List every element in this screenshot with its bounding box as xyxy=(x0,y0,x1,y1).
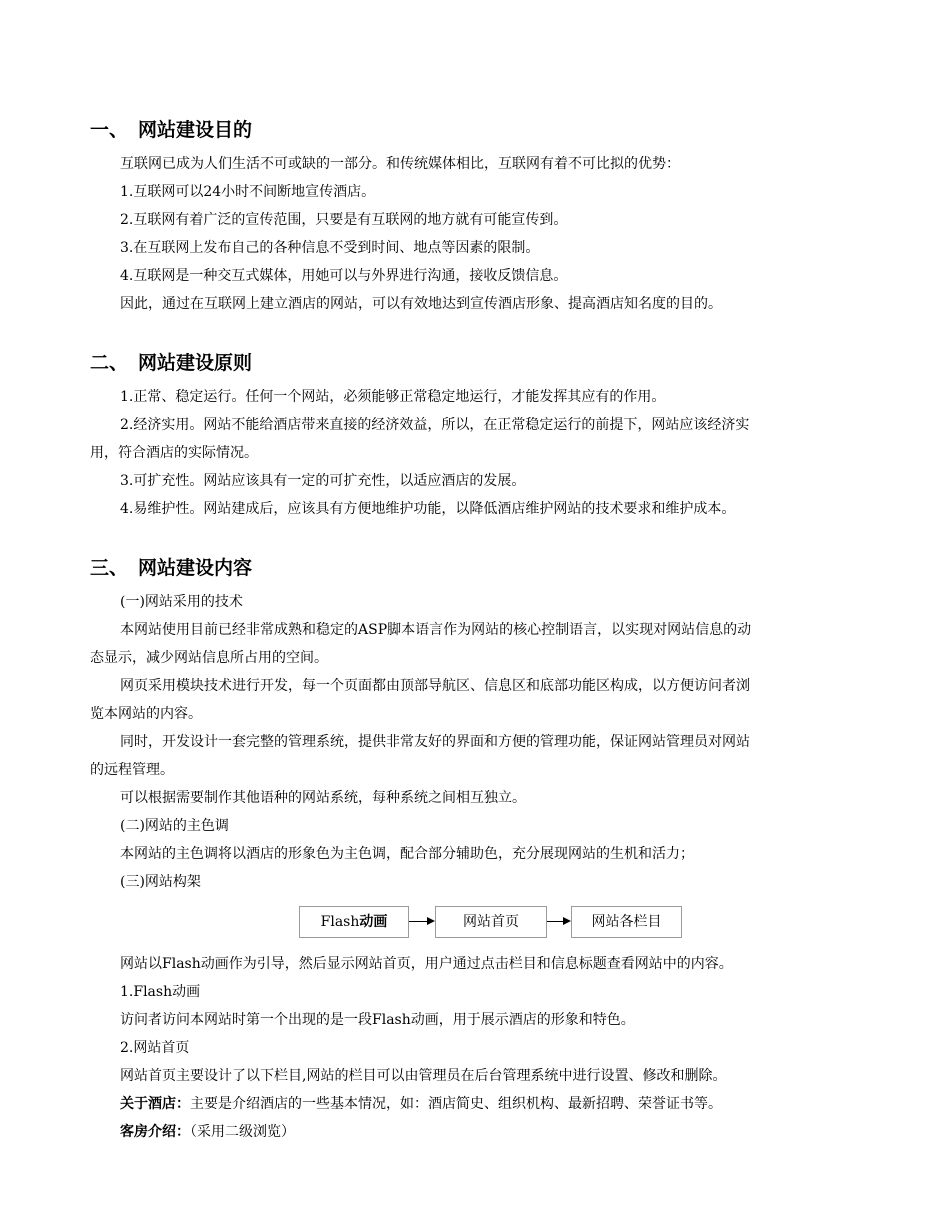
flow-box-homepage-label: 网站首页 xyxy=(463,914,519,930)
subsection-title: (三)网站构架 xyxy=(120,874,201,890)
subsection-title: (二)网站的主色调 xyxy=(120,818,229,834)
paragraph-line xyxy=(120,1122,295,1142)
section-heading-purpose xyxy=(90,117,252,143)
list-item: 2.经济实用。网站不能给酒店带来直接的经济效益，所以，在正常稳定运行的前提下，网站应该经济实 xyxy=(120,417,750,433)
section-heading-principles xyxy=(90,350,252,376)
flow-arrow xyxy=(409,921,428,922)
paragraph-line xyxy=(120,1094,722,1114)
paragraph-line: 网站以Flash动画作为引导，然后显示网站首页，用户通过点击栏目和信息标题查看网站中的内容。 xyxy=(120,956,733,972)
flow-box-homepage xyxy=(435,906,547,938)
section-heading-content xyxy=(90,555,252,581)
section-title: 网站建设目的 xyxy=(138,119,253,141)
section-number: 二、 xyxy=(90,352,129,374)
list-item: 4.易维护性。网站建成后，应该具有方便地维护功能，以降低酒店维护网站的技术要求和维护成本。 xyxy=(120,501,736,517)
flow-box-sections-label: 网站各栏目 xyxy=(591,914,662,930)
section-number: 三、 xyxy=(90,557,129,579)
subsection-title: 2.网站首页 xyxy=(120,1040,190,1056)
list-item: 1.互联网可以24小时不间断地宣传酒店。 xyxy=(120,184,376,200)
arrow-right-icon xyxy=(563,917,571,925)
rooms-text: （采用二级浏览） xyxy=(190,1124,295,1140)
paragraph-line: 的远程管理。 xyxy=(90,762,174,778)
paragraph-line: 互联网已成为人们生活不可或缺的一部分。和传统媒体相比，互联网有着不可比拟的优势： xyxy=(120,156,680,172)
about-hotel-label: 关于酒店： xyxy=(120,1096,190,1112)
paragraph-line: 同时，开发设计一套完整的管理系统，提供非常友好的界面和方便的管理功能，保证网站管理员对网站 xyxy=(120,734,750,750)
flow-box-flash xyxy=(299,906,409,938)
paragraph-line: 访问者访问本网站时第一个出现的是一段Flash动画，用于展示酒店的形象和特色。 xyxy=(120,1012,635,1028)
list-item-continuation: 用，符合酒店的实际情况。 xyxy=(90,445,258,461)
section-title: 网站建设内容 xyxy=(138,557,253,579)
paragraph-line: 因此，通过在互联网上建立酒店的网站，可以有效地达到宣传酒店形象、提高酒店知名度的目的。 xyxy=(120,296,722,312)
subsection-title: (一)网站采用的技术 xyxy=(120,594,243,610)
flow-box-sections xyxy=(571,906,682,938)
section-number: 一、 xyxy=(90,119,129,141)
arrow-right-icon xyxy=(427,917,435,925)
section-title: 网站建设原则 xyxy=(138,352,253,374)
paragraph-line: 本网站的主色调将以酒店的形象色为主色调，配合部分辅助色，充分展现网站的生机和活力； xyxy=(120,846,694,862)
rooms-label: 客房介绍： xyxy=(120,1124,190,1140)
flow-arrow xyxy=(547,921,564,922)
paragraph-line: 本网站使用目前已经非常成熟和稳定的ASP脚本语言作为网站的核心控制语言，以实现对网站信息的动 xyxy=(120,622,752,638)
about-hotel-text: 主要是介绍酒店的一些基本情况，如：酒店简史、组织机构、最新招聘、荣誉证书等。 xyxy=(190,1096,722,1112)
list-item: 3.在互联网上发布自己的各种信息不受到时间、地点等因素的限制。 xyxy=(120,240,540,256)
paragraph-line: 网页采用模块技术进行开发，每一个页面都由顶部导航区、信息区和底部功能区构成，以方便访问者浏 xyxy=(120,678,750,694)
flow-box-flash-label-cn: 动画 xyxy=(359,914,388,930)
subsection-title: 1.Flash动画 xyxy=(120,984,201,1000)
paragraph-line: 可以根据需要制作其他语种的网站系统，每种系统之间相互独立。 xyxy=(120,790,526,806)
list-item: 1.正常、稳定运行。任何一个网站，必须能够正常稳定地运行，才能发挥其应有的作用。 xyxy=(120,389,666,405)
list-item: 3.可扩充性。网站应该具有一定的可扩充性，以适应酒店的发展。 xyxy=(120,473,526,489)
paragraph-line: 览本网站的内容。 xyxy=(90,706,202,722)
list-item: 2.互联网有着广泛的宣传范围，只要是有互联网的地方就有可能宣传到。 xyxy=(120,212,568,228)
flow-box-flash-label: Flash xyxy=(320,914,360,930)
paragraph-line: 态显示，减少网站信息所占用的空间。 xyxy=(90,650,328,666)
list-item: 4.互联网是一种交互式媒体，用她可以与外界进行沟通，接收反馈信息。 xyxy=(120,268,568,284)
paragraph-line: 网站首页主要设计了以下栏目,网站的栏目可以由管理员在后台管理系统中进行设置、修改和删除。 xyxy=(120,1068,727,1084)
